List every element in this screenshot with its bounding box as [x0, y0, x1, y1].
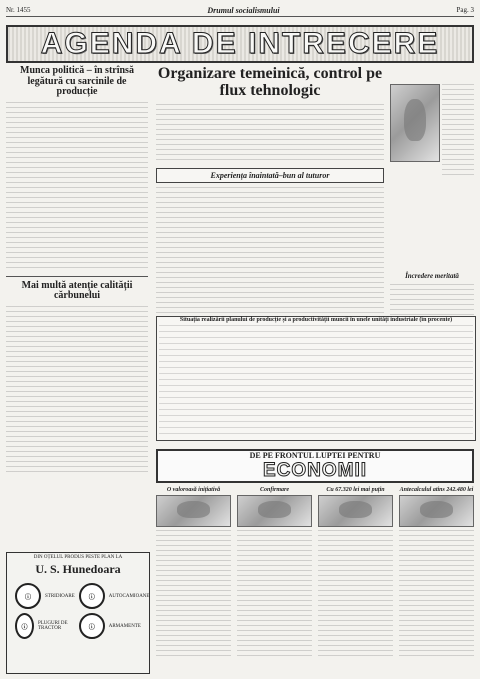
economii-col3-title: Cu 67.320 lei mai puțin	[326, 487, 385, 493]
ad-item-4: ARMAMENTE	[108, 623, 141, 629]
agenda-banner	[6, 25, 474, 63]
portrait-photo	[390, 84, 440, 162]
ad-logo-2: ⓘ	[79, 583, 105, 609]
masthead	[6, 4, 474, 17]
ad-top: DIN OȚELUL PRODUS PESTE PLAN LA	[33, 555, 123, 560]
agenda-title: AGENDA DE INTRECERE	[40, 27, 440, 60]
economii-big: ECONOMII	[262, 459, 368, 481]
economii-col2-title: Confirmare	[259, 487, 289, 493]
economii-col4-text	[399, 530, 474, 660]
economii-banner	[156, 449, 474, 483]
economii-section	[156, 449, 474, 660]
economii-col4-title: Antecalculul atins 242.480 lei	[399, 487, 474, 493]
newspaper-page	[6, 4, 474, 675]
issue-number: Nr. 1455	[6, 6, 31, 14]
headline-munca-politica: Munca politică – în strînsă legătură cu sarcinile de producție	[20, 65, 134, 97]
article-text-center	[156, 104, 384, 164]
center-column	[156, 66, 384, 335]
table-title: Situația realizării planului de producție și a productivității muncii în unele unități industriale (în procente)	[179, 317, 453, 323]
headline-calitatea-carbunelui: Mai multă atenție calității cărbunelui	[21, 279, 133, 301]
photo-caption	[442, 84, 474, 176]
ad-title: U. S. Hunedoara	[35, 562, 121, 576]
headline-organizare: Organizare temeinică, control pe flux tehnologic	[157, 65, 383, 99]
experience-box	[156, 168, 384, 183]
paper-title: Drumul socialismului	[207, 5, 280, 15]
economii-col1-title: O valoroasă inițiativă	[166, 487, 221, 493]
article-text-left-2	[6, 306, 148, 476]
economii-photo-1	[156, 495, 231, 527]
ad-logo-4: ⓘ	[79, 613, 105, 639]
table-body	[159, 325, 473, 434]
article-text-left	[6, 102, 148, 272]
ad-item-2: AUTOCAMIOANE	[108, 593, 150, 599]
headline-experienta: Experiența înaintată–bun al tuturor	[210, 170, 330, 180]
page-number: Pag. 3	[456, 6, 474, 14]
headline-incredere: Încredere meritată	[405, 272, 459, 280]
economii-photo-2	[237, 495, 312, 527]
economii-photo-3	[318, 495, 393, 527]
economii-col1-text	[156, 530, 231, 660]
economii-top: DE PE FRONTUL LUPTEI PENTRU	[249, 450, 381, 460]
production-table	[156, 316, 476, 441]
ad-logo-1: ⓘ	[15, 583, 41, 609]
left-column	[6, 66, 148, 476]
ad-item-1: STRIDIOARE	[45, 593, 75, 599]
economii-col2-text	[237, 530, 312, 660]
ad-item-3: PLUGURI DE TRACTOR	[37, 621, 68, 631]
economii-photo-4	[399, 495, 474, 527]
ad-logo-3: ⓘ	[15, 613, 34, 639]
industrial-ad	[6, 552, 150, 674]
economii-col3-text	[318, 530, 393, 660]
article-text-center-2	[156, 187, 384, 335]
